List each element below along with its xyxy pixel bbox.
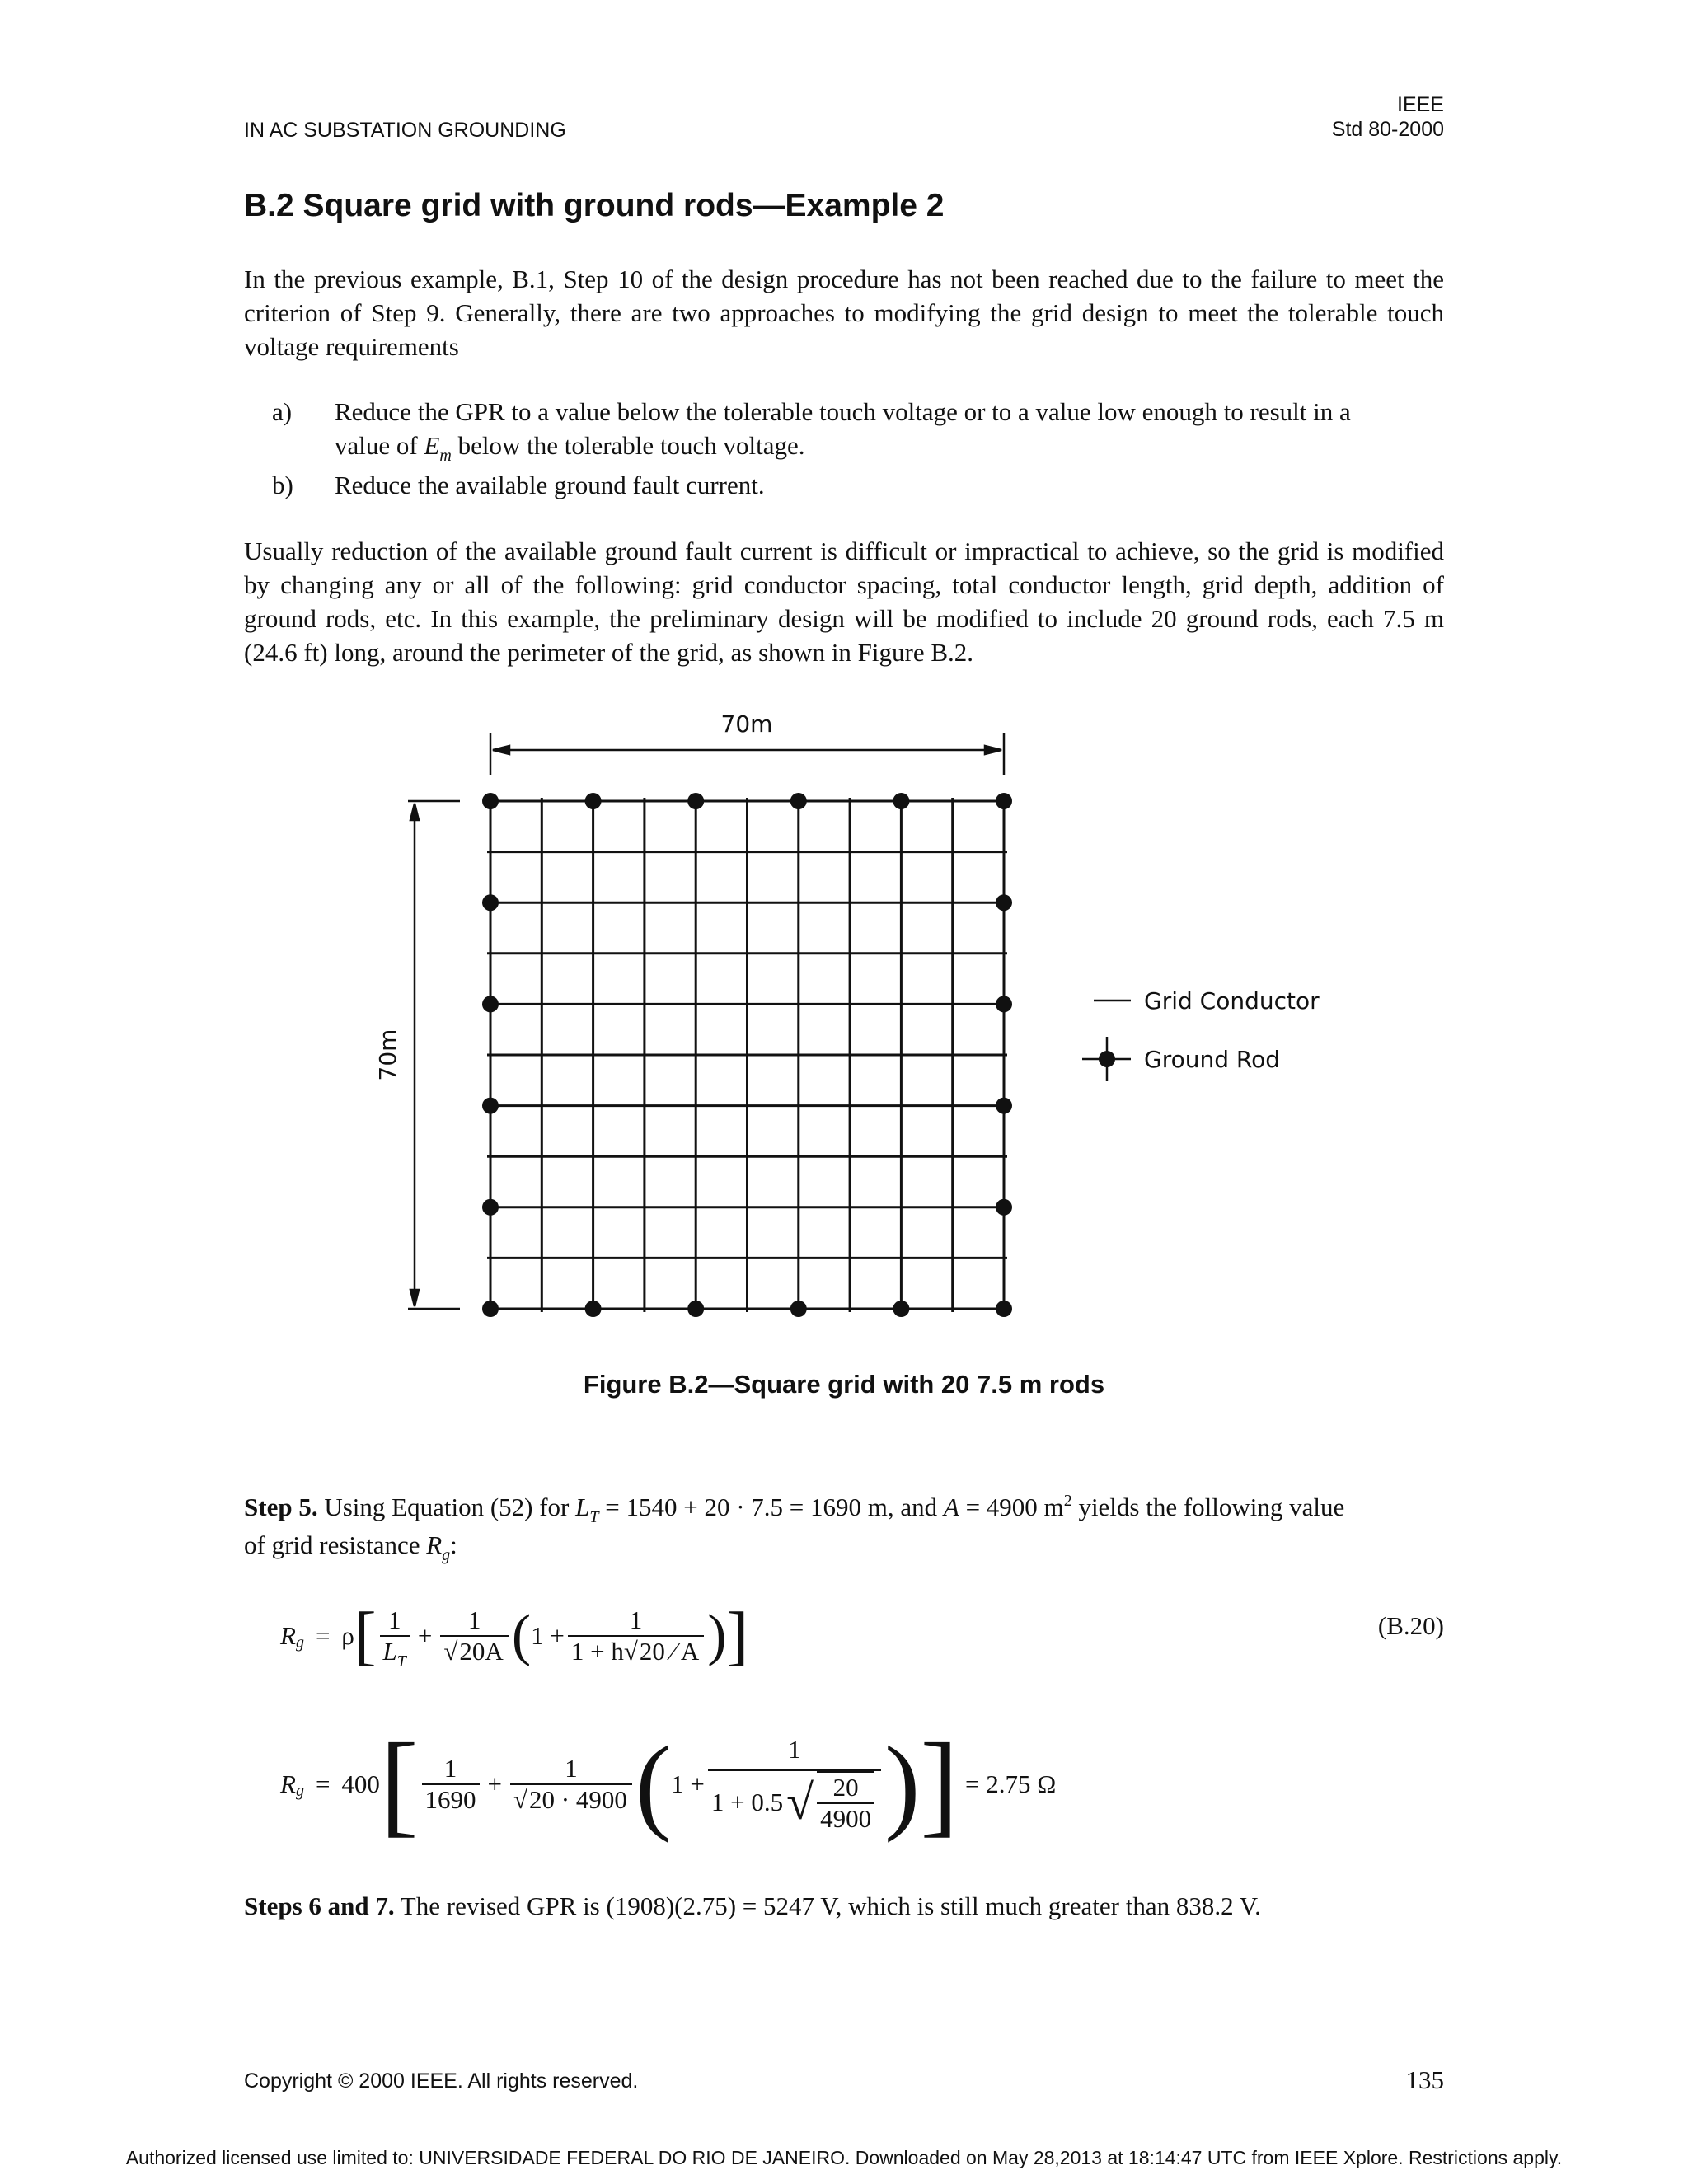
ground-rod [996,894,1012,911]
step5-a: A [943,1493,959,1521]
eq2-inner-frac [817,1771,874,1834]
eq2-paren-open: ( [635,1725,672,1844]
list-label-a: a) [272,397,293,426]
ground-rod [687,793,704,809]
eq1-frac3-den-sqrt: 20 ⁄ A [639,1637,700,1666]
list-a-post: below the tolerable touch voltage. [451,431,805,460]
step5-text3: = 4900 m [959,1493,1064,1521]
eq1-paren-close: ) [707,1604,727,1667]
legend-rod-swatch [1082,1037,1131,1081]
list-label-b: b) [272,471,293,499]
ground-rod [893,793,909,809]
ground-rod [482,793,499,809]
list-item-a-line1: Reduce the GPR to a value below the tolerable touch voltage or to a value low enough to result in a [335,397,1351,426]
ground-rod [996,793,1012,809]
step5-text1: Using Equation (52) for [317,1493,576,1521]
eq2-frac3-den-pre: 1 + 0.5 [710,1788,784,1816]
ground-rod [996,1199,1012,1216]
steps67-paragraph [244,1889,1444,1923]
figure-caption: Figure B.2—Square grid with 20 7.5 m rods [583,1370,1105,1399]
ground-rod [996,1301,1012,1317]
step5-line2 [244,1528,1444,1566]
license-notice: Authorized licensed use limited to: UNIVERSIDADE FEDERAL DO RIO DE JANEIRO. Downloaded on May 28,2013 at 18:14:47 UTC from IEEE Xplore. Restrictions apply. [125,2147,1563,2168]
eq1-frac1-num: 1 [387,1605,401,1634]
ground-rod [482,1301,499,1317]
equation-number: (B.20) [1377,1611,1444,1640]
list-item-a-line2 [335,429,1444,466]
header-std: Std 80-2000 [1331,118,1444,141]
step5-rg: R [426,1530,443,1559]
eq2-frac-inner: 1 1 + 0.5 √ $\frac{20}{4900}$ [708,1735,881,1834]
intro-paragraph: In the previous example, B.1, Step 10 of the design procedure has not been reached due to the failure to meet the criterion of Step 9. Generally, there are two approaches to modifying the grid design to meet the tolerable touch voltage requirements [244,265,1444,361]
footer-copyright: Copyright © 2000 IEEE. All rights reserved. [244,2069,639,2093]
eq1-plus: + [417,1621,433,1650]
eq1-frac-inner: $\frac{1}{1 + h√20 ⁄ A}$ [568,1605,704,1666]
eq1-frac3-num: 1 [629,1605,643,1634]
step5-text2: = 1540 + 20 · 7.5 = 1690 m, and [598,1493,944,1521]
dim-left-label: 70m [374,1029,401,1081]
step5-rg-sub: g [442,1546,451,1564]
grid-conductors [487,798,1007,1312]
equation-rg-numeric [280,1718,1056,1850]
list-item-b: Reduce the available ground fault current. [335,471,765,499]
eq1-lhs: R [280,1621,296,1650]
eq1-one-plus: 1 + [531,1621,565,1650]
eq2-inner-num: 20 [832,1773,859,1802]
ground-rod [482,1199,499,1216]
eq2-coef: 400 [341,1769,380,1798]
ground-rod [585,793,602,809]
list-a-pre: value of [335,431,424,460]
eq2-frac-1690 [422,1754,480,1815]
eq2-frac2-num: 1 [565,1754,578,1783]
ground-rod [687,1301,704,1317]
eq1-bracket-close: ] [726,1600,749,1672]
eq2-one-plus: 1 + [671,1769,705,1798]
step5-lt-sub: T [589,1508,599,1526]
ground-rod [482,1098,499,1114]
ground-rod [482,996,499,1012]
eq2-lhs: R [280,1769,296,1798]
eq2-frac-sqrt: $\frac{1}{√20 \cdot 4900}$ [510,1754,632,1815]
ground-rod [585,1301,602,1317]
eq1-equals: = [315,1621,331,1650]
eq1-lhs-sub: g [295,1633,304,1652]
left-dimension-line [408,801,460,1309]
running-header-left: IN AC SUBSTATION GROUNDING [244,119,566,142]
eq1-frac-sqrt: $\frac{1}{√20A}$ [440,1605,508,1666]
section-title: B.2 Square grid with ground rods—Example 2 [244,188,945,223]
eq2-frac3-num: 1 [788,1735,801,1764]
steps67-label: Steps 6 and 7. [244,1891,395,1920]
eq2-frac1-den: 1690 [422,1783,480,1815]
eq2-lhs-sub: g [295,1781,304,1800]
step5-label: Step 5. [244,1493,318,1521]
eq2-bracket-close: ] [920,1720,959,1848]
step5-line1 [244,1490,1444,1528]
modify-paragraph: Usually reduction of the available ground fault current is difficult or impractical to achieve, so the grid is modified by changing any or all of the following: grid conductor spacing, total conductor length, grid depth, addition of ground rods, etc. In this example, the preliminary design will be modified to include 20 ground rods, each 7.5 m (24.6 ft) long, around the perimeter of the grid, as shown in Figure B.2. [244,537,1444,667]
list-a-sub: m [439,447,452,465]
header-ieee: IEEE [1397,93,1444,116]
ground-rod [790,793,807,809]
page-number: 135 [1405,2065,1444,2094]
equation-b20 [280,1595,748,1677]
ground-rod [893,1301,909,1317]
step5-text4: yields the following value [1071,1493,1345,1521]
eq2-frac1-num: 1 [443,1754,457,1783]
eq2-equals: = [315,1769,331,1798]
ground-rod [996,1098,1012,1114]
eq1-frac2-den: 20A [459,1637,504,1666]
list-item-a [335,395,1444,466]
eq1-frac1-den: L [382,1637,397,1666]
legend-conductor-label: Grid Conductor [1144,987,1320,1015]
eq1-frac-lt [380,1605,410,1671]
eq2-result: = 2.75 Ω [965,1769,1057,1798]
ground-rod [996,996,1012,1012]
figure-grid-diagram [363,701,1327,1343]
eq1-paren-open: ( [511,1604,532,1667]
step5-line2-pre: of grid resistance [244,1530,427,1559]
dim-top-label: 70m [720,710,773,738]
ground-rod [790,1301,807,1317]
eq1-bracket-open: [ [354,1600,377,1672]
step5-paragraph [244,1490,1444,1566]
step5-line2-post: : [450,1530,457,1559]
list-a-var: E [424,431,440,460]
eq2-plus: + [487,1769,503,1798]
eq1-frac3-den-pre: 1 + h [570,1637,624,1666]
eq2-inner-den: 4900 [817,1802,874,1834]
steps67-text: The revised GPR is (1908)(2.75) = 5247 V, which is still much greater than 838.2 V. [394,1891,1261,1920]
ground-rod [482,894,499,911]
eq1-rho: ρ [341,1621,354,1650]
eq1-frac2-num: 1 [467,1605,481,1634]
running-header-right [1332,92,1444,142]
eq2-bracket-open: [ [379,1720,419,1848]
eq2-frac2-den: 20 · 4900 [529,1785,627,1814]
step5-lt: L [575,1493,590,1521]
step5-sup: 2 [1063,1492,1072,1510]
top-dimension-line [490,733,1004,775]
legend-rod-label: Ground Rod [1144,1046,1280,1073]
eq2-paren-close: ) [884,1725,921,1844]
eq1-frac1-den-sub: T [396,1652,406,1671]
